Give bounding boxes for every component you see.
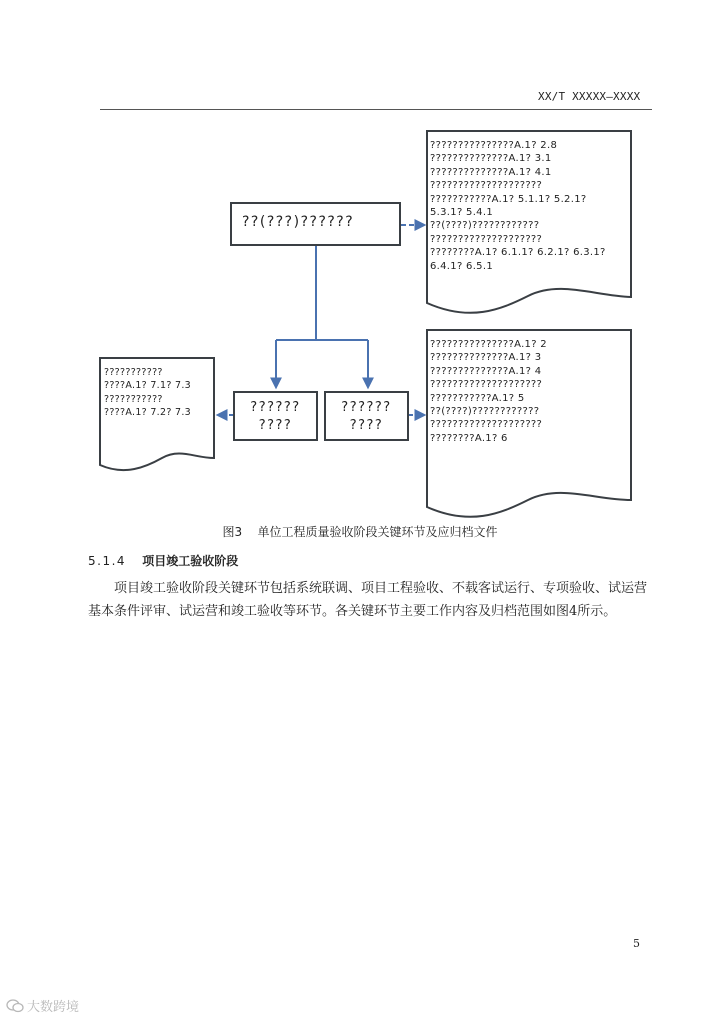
sub-box-1-line-2: ???? bbox=[258, 418, 293, 433]
doc-middle-text bbox=[430, 338, 547, 445]
doc-middle-line: ????????A.1? 6 bbox=[430, 432, 508, 444]
doc-left-text bbox=[104, 366, 191, 420]
sub-box-2-line-1: ?????? bbox=[341, 400, 392, 415]
main-process-box: ??(???)?????? bbox=[230, 202, 401, 246]
sub-box-2-line-2: ???? bbox=[349, 418, 384, 433]
doc-top-line: ???????????????????? bbox=[430, 180, 543, 192]
sub-box-1-line-1: ?????? bbox=[250, 400, 301, 415]
section-heading bbox=[88, 552, 238, 569]
standard-code: XX/T XXXXX—XXXX bbox=[538, 90, 641, 103]
section-title: 项目竣工验收阶段 bbox=[142, 554, 239, 568]
sub-process-box-2 bbox=[324, 391, 409, 441]
watermark bbox=[6, 996, 79, 1015]
doc-middle-line: ??????????????A.1? 4 bbox=[430, 365, 542, 377]
section-number: 5.1.4 bbox=[88, 554, 127, 568]
doc-left-line: ????A.1? 7.1? 7.3 bbox=[104, 380, 192, 392]
doc-middle-line: ??????????????A.1? 3 bbox=[430, 352, 542, 364]
page-number: 5 bbox=[633, 937, 640, 950]
doc-middle-line: ???????????????????? bbox=[430, 379, 543, 391]
doc-top-text bbox=[430, 139, 606, 273]
sub-process-box-1 bbox=[233, 391, 318, 441]
doc-middle-line: ???????????????A.1? 2 bbox=[430, 339, 547, 350]
doc-top-line: 5.3.1? 5.4.1 bbox=[430, 207, 493, 219]
doc-left-line: ??????????? bbox=[104, 367, 163, 378]
doc-top-line: ??????????????A.1? 4.1 bbox=[430, 166, 552, 178]
doc-top-line: ??????????????A.1? 3.1 bbox=[430, 153, 552, 165]
body-paragraph: 项目竣工验收阶段关键环节包括系统联调、项目工程验收、不载客试运行、专项验收、试运营基本条件评审、试运营和竣工验收等环节。各关键环节主要工作内容及归档范围如图4所示。 bbox=[88, 581, 648, 619]
doc-top-line: ???????????A.1? 5.1.1? 5.2.1? bbox=[430, 193, 587, 205]
doc-top-line: ????????A.1? 6.1.1? 6.2.1? 6.3.1? bbox=[430, 247, 606, 259]
doc-middle-line: ??(????)???????????? bbox=[430, 406, 540, 418]
doc-middle-line: ???????????A.1? 5 bbox=[430, 392, 525, 404]
figure-caption: 图3 单位工程质量验收阶段关键环节及应归档文件 bbox=[222, 525, 498, 539]
doc-top-line: ??(????)???????????? bbox=[430, 220, 540, 232]
wechat-logo-icon bbox=[6, 999, 24, 1013]
doc-left-line: ??????????? bbox=[104, 393, 163, 405]
doc-top-line: 6.4.1? 6.5.1 bbox=[430, 260, 493, 272]
doc-top-line: ???????????????A.1? 2.8 bbox=[430, 140, 558, 151]
doc-middle-line: ???????????????????? bbox=[430, 419, 543, 431]
doc-top-line: ???????????????????? bbox=[430, 233, 543, 245]
watermark-text: 大数跨境 bbox=[27, 1000, 80, 1015]
doc-left-line: ????A.1? 7.2? 7.3 bbox=[104, 407, 192, 419]
